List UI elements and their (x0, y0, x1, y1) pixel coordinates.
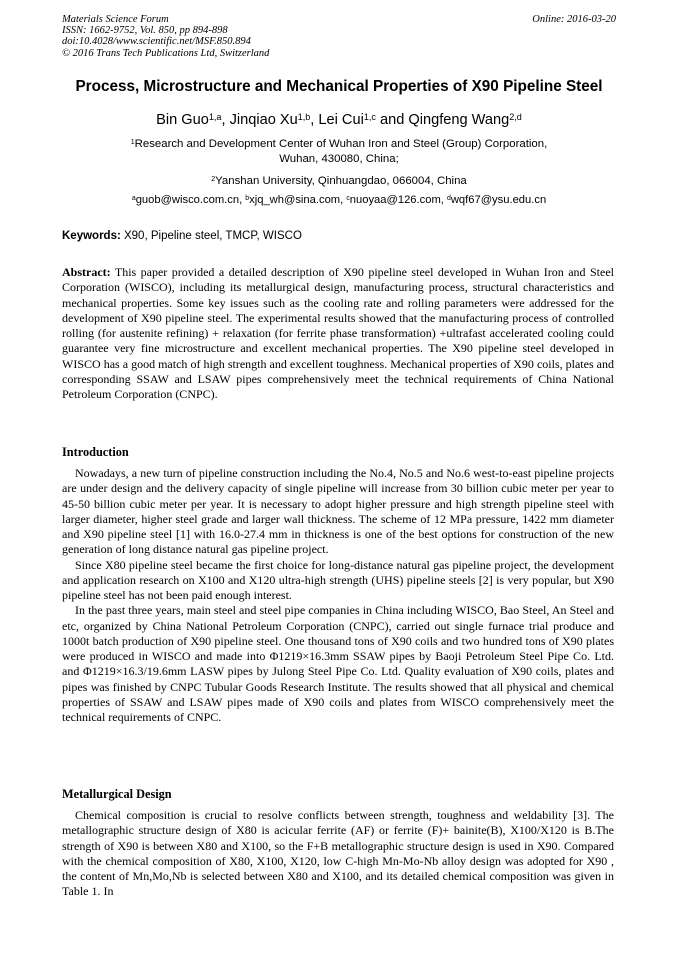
author-name: Bin Guo (156, 112, 209, 128)
author-sep: , (310, 112, 319, 128)
email-link[interactable]: wqf67@ysu.edu.cn (450, 194, 547, 206)
online-date: Online: 2016-03-20 (532, 14, 616, 25)
paragraph: Nowadays, a new turn of pipeline construction including the No.4, No.5 and No.6 west-to-east pipeline projects are under design and the delivery capacity of single pipeline will increase from 30 billion cubic meter per year to 45-50 billion cubic meter per year. It is necessary to adopt higher pressure and high strength pipeline steel with larger diameter, higher steel grade and larger wall thickness. The scheme of 12 MPa pressure, 1422 mm diameter and X90 pipeline steel [1] with 16.0-27.4 mm in thickness is one of the best options for construction of the new generation of long distance natural gas pipeline project. (62, 466, 614, 557)
author-sup: 2,d (509, 111, 522, 122)
journal-copyright: © 2016 Trans Tech Publications Ltd, Switzerland (62, 47, 270, 59)
author-name: Lei Cui (318, 112, 364, 128)
journal-name: Materials Science Forum (62, 14, 169, 25)
email-link[interactable]: nuoyaa@126.com, (349, 194, 447, 206)
affiliation-line: Wuhan, 430080, China; (279, 153, 399, 165)
author-sup: 1,a (208, 111, 222, 122)
keywords (62, 230, 302, 242)
paragraph: Since X80 pipeline steel became the first choice for long-distance natural gas pipeline project, the development and application research on X100 and X120 ultra-high strength (UHS) pipeline steels [2] is very popular, but X90 pipeline steel has not been paid enough interest. (62, 557, 614, 602)
journal-doi[interactable]: doi:10.4028/www.scientific.net/MSF.850.894 (62, 36, 251, 48)
email-sup: d (446, 194, 451, 202)
metallurgical-body (62, 808, 614, 900)
journal-header (62, 14, 269, 59)
email-sup: b (245, 194, 250, 202)
affiliation-sup: 2 (211, 175, 216, 183)
introduction-body (62, 466, 614, 725)
abstract-text: This paper provided a detailed description of X90 pipeline steel developed in Wuhan Iron and Steel Corporation (WISCO), including its metallurgical design, manufacturing process, structural characteristics and mechanical properties. Some key issues such as the cooling rate and rolling parameters were addressed for the development of X90 pipeline steel. The experimental results showed that the manufacturing process of controlled rolling (for austenite refining) + relaxation (for ferrite phase transformation) +ultrafast accelerated cooling could guarantee very fine microstructure and excellent mechanical properties. The X90 pipeline steel developed in WISCO has a good match of high strength and excellent toughness. Mechanical properties of X90 coils, plates and corresponding SSAW and LSAW pipes comprehensively meet the technical requirements of China National Petroleum Corporation (CNPC). (62, 265, 614, 401)
email-sup: c (346, 194, 350, 202)
abstract-label: Abstract: (62, 265, 111, 279)
author-name: Qingfeng Wang (408, 112, 510, 128)
author-list (40, 112, 638, 128)
author-sep: , (221, 112, 230, 128)
email-list (40, 194, 638, 206)
paragraph: In the past three years, main steel and steel pipe companies in China including WISCO, Bao Steel, An Steel and etc, organized by China National Petroleum Corporation (CNPC), carried out single furnace trial produce and 1000t batch production of X90 pipeline steel. One thousand tons of X90 coils and two hundred tons of X90 plates were produced in WISCO and made into Φ1219×16.3mm SSAW pipes by Baoji Petroleum Steel Pipe Co. Ltd. and Φ1219×16.3/19.6mm LASW pipes by Julong Steel Pipe Co. Ltd. Quality evaluation of X90 coils, plates and pipes was finished by CNPC Tubular Goods Research Institute. The results showed that all physical and chemical properties of SSAW and LSAW pipes made of X90 coils and plates from WISCO comprehensively meet the technical requirements of CNPC. (62, 603, 614, 724)
email-sup: a (131, 194, 136, 202)
author-sup: 1,b (297, 111, 311, 122)
author-sep: and (375, 112, 409, 128)
email-link[interactable]: guob@wisco.com.cn, (135, 194, 246, 206)
affiliation-2 (40, 174, 638, 189)
abstract (62, 265, 614, 402)
email-link[interactable]: xjq_wh@sina.com, (249, 194, 347, 206)
author-name: Jinqiao Xu (229, 112, 298, 128)
keywords-label: Keywords: (62, 230, 121, 242)
affiliation-sup: 1 (130, 138, 135, 146)
paragraph: Chemical composition is crucial to resolve conflicts between strength, toughness and weldability [3]. The metallographic structure design of X80 is acicular ferrite (AF) or ferrite (F)+ bainite(B), X100/X120 is B.The strength of X90 is between X80 and X100, so the F+B metallographic structure design is used in X90. Compared with the chemical composition of X80, X100, X120, low C-high Mn-Mo-Nb alloy design was adopted for X90 , the content of Mn,Mo,Nb is selected between X80 and X100, and its detailed chemical composition was given in Table 1. In (62, 808, 614, 899)
affiliation-line: Research and Development Center of Wuhan Iron and Steel (Group) Corporation, (134, 138, 548, 150)
affiliation-1 (40, 137, 638, 167)
affiliation-line: Yanshan University, Qinhuangdao, 066004, China (215, 175, 467, 187)
author-sup: 1,c (363, 111, 376, 122)
paper-title: Process, Microstructure and Mechanical Properties of X90 Pipeline Steel (75, 78, 603, 95)
journal-issn: ISSN: 1662-9752, Vol. 850, pp 894-898 (62, 25, 228, 37)
keywords-text: X90, Pipeline steel, TMCP, WISCO (120, 230, 302, 242)
section-heading-introduction: Introduction (62, 445, 129, 459)
section-heading-metallurgical-design: Metallurgical Design (62, 787, 172, 801)
